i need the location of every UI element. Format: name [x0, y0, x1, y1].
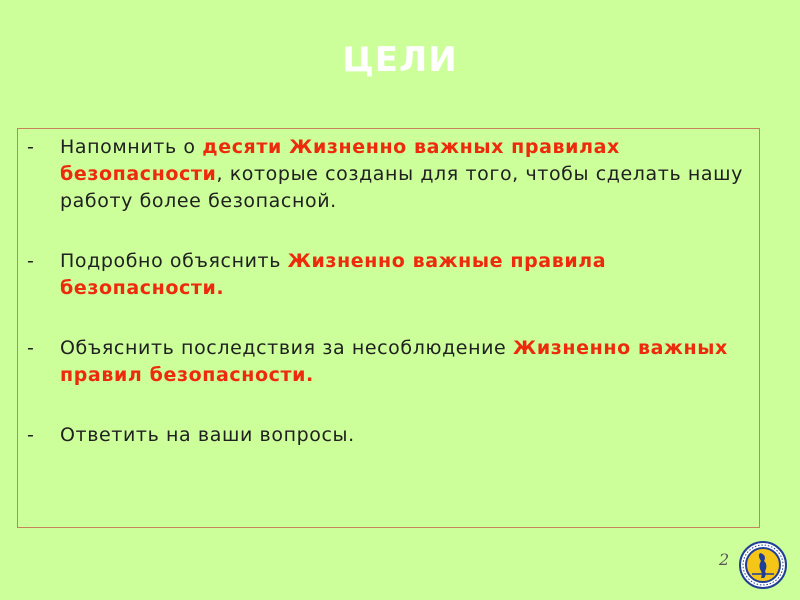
bullet-dash: -	[27, 424, 35, 446]
bullet-item	[0, 134, 750, 215]
company-seal-logo-icon	[738, 540, 788, 590]
bullet-text: Объяснить последствия за несоблюдение	[60, 337, 513, 359]
bullet-item	[0, 335, 750, 389]
page-number: 2	[719, 550, 730, 569]
bullet-highlight: Жизненно важные правила безопасности.	[60, 250, 607, 299]
bullet-text: Ответить на ваши вопросы.	[60, 424, 355, 446]
bullet-item	[0, 422, 750, 449]
slide-title: ЦЕЛИ	[342, 40, 458, 80]
bullet-text: Подробно объяснить	[60, 250, 288, 272]
bullet-dash: -	[27, 250, 35, 272]
bullet-highlight: Жизненно важных правил безопасности.	[60, 337, 728, 386]
bullet-text: , которые созданы для того, чтобы сделать нашу работу более безопасной.	[60, 163, 743, 212]
bullet-text: Напомнить о	[60, 136, 203, 158]
bullet-dash: -	[27, 337, 35, 359]
logo-graphic	[738, 540, 788, 590]
bullet-item	[0, 248, 750, 302]
bullet-highlight: десяти Жизненно важных правилах безопасности	[60, 136, 620, 185]
bullet-list	[0, 134, 750, 482]
bullet-dash: -	[27, 136, 35, 158]
